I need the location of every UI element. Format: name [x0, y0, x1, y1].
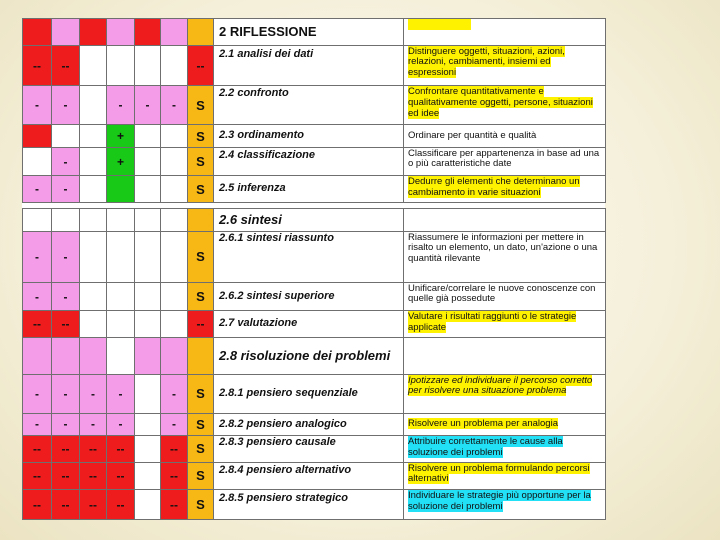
table-row: - - - - - S 2.8.1 pensiero sequenziale Ipotizzare ed individuare il percorso corretto per risolvere una situazione problema: [23, 374, 606, 413]
table-row: - + S 2.4 classificazione Classificare per appartenenza in base ad una o più caratteristiche date: [23, 147, 606, 176]
row-description: Ipotizzare ed individuare il percorso corretto per risolvere una situazione problema: [404, 374, 606, 413]
document-sheet: [22, 18, 605, 520]
table-row: - - S 2.5 inferenza Dedurre gli elementi che determinano un cambiamento in varie situazioni: [23, 176, 606, 203]
row-description: Ordinare per quantità e qualità: [404, 125, 606, 147]
row-name: 2.8.5 pensiero strategico: [214, 490, 404, 520]
table-row: - - - - - S 2.2 confronto Confrontare quantitativamente e qualitativamente oggetti, persone, situazioni ed idee: [23, 86, 606, 125]
table-row: - - - - - S 2.8.2 pensiero analogico Risolvere un problema per analogia: [23, 413, 606, 435]
table-row: + S 2.3 ordinamento Ordinare per quantità e qualità: [23, 125, 606, 147]
table-row: -- -- -- -- -- S 2.8.3 pensiero causale Attribuire correttamente le cause alla soluzione dei problemi: [23, 436, 606, 463]
table-row: -- -- -- 2.1 analisi dei dati Distinguere oggetti, situazioni, azioni, relazioni, cambiamenti, insiemi ed espressioni: [23, 45, 606, 86]
section-title: 2.6 sintesi: [214, 209, 404, 231]
row-name: 2.8.2 pensiero analogico: [214, 413, 404, 435]
row-description: Risolvere un problema per analogia: [404, 413, 606, 435]
row-name: 2.7 valutazione: [214, 311, 404, 338]
table-row: - - S 2.6.2 sintesi superiore Unificare/correlare le nuove conoscenze con quelle già possedute: [23, 282, 606, 311]
row-description: Attribuire correttamente le cause alla soluzione dei problemi: [404, 436, 606, 463]
row-description: Risolvere un problema formulando percorsi alternativi: [404, 462, 606, 490]
table-row: -- -- -- -- -- S 2.8.4 pensiero alternativo Risolvere un problema formulando percorsi alternativi: [23, 462, 606, 490]
row-name: 2.2 confronto: [214, 86, 404, 125]
row-name: 2.4 classificazione: [214, 147, 404, 176]
row-name: 2.8.3 pensiero causale: [214, 436, 404, 463]
row-name: 2.5 inferenza: [214, 176, 404, 203]
row-description: Unificare/correlare le nuove conoscenze con quelle già possedute: [404, 282, 606, 311]
section-header-row: [23, 19, 606, 46]
table-row: -- -- -- -- -- S 2.8.5 pensiero strategico Individuare le strategie più opportune per la soluzione dei problemi: [23, 490, 606, 520]
row-name: 2.6.1 sintesi riassunto: [214, 231, 404, 282]
row-description: Classificare per appartenenza in base ad una o più caratteristiche date: [404, 147, 606, 176]
row-description: Dedurre gli elementi che determinano un cambiamento in varie situazioni: [404, 176, 606, 203]
section-title: 2.8 risoluzione dei problemi: [214, 337, 404, 374]
table-row: - - S 2.6.1 sintesi riassunto Riassumere le informazioni per mettere in risalto un elemento, un dato, un'azione o una quantità rilevante: [23, 231, 606, 282]
row-name: 2.3 ordinamento: [214, 125, 404, 147]
row-description: Valutare i risultati raggiunti o le strategie applicate: [404, 311, 606, 338]
row-description: Distinguere oggetti, situazioni, azioni, relazioni, cambiamenti, insiemi ed espressioni: [404, 45, 606, 86]
row-name: 2.6.2 sintesi superiore: [214, 282, 404, 311]
row-name: 2.8.1 pensiero sequenziale: [214, 374, 404, 413]
row-description: Individuare le strategie più opportune per la soluzione dei problemi: [404, 490, 606, 520]
table-row: -- -- -- 2.7 valutazione Valutare i risultati raggiunti o le strategie applicate: [23, 311, 606, 338]
section-header-row: [23, 209, 606, 231]
row-name: 2.1 analisi dei dati: [214, 45, 404, 86]
section-title: 2 RIFLESSIONE: [214, 19, 404, 46]
row-description: Confrontare quantitativamente e qualitativamente oggetti, persone, situazioni ed idee: [404, 86, 606, 125]
competency-table: [22, 18, 606, 520]
row-name: 2.8.4 pensiero alternativo: [214, 462, 404, 490]
row-description: Riassumere le informazioni per mettere in risalto un elemento, un dato, un'azione o una quantità rilevante: [404, 231, 606, 282]
section-header-row: [23, 337, 606, 374]
